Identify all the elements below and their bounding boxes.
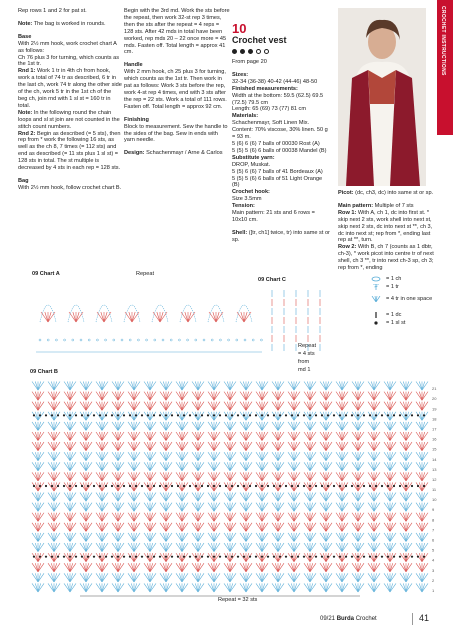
model-illustration	[338, 8, 426, 186]
legend-ch: = 1 ch	[370, 276, 401, 282]
four-treble-symbol-icon	[370, 296, 382, 302]
difficulty-dot-filled	[248, 49, 253, 54]
svg-text:4: 4	[432, 557, 435, 563]
text-column-2	[124, 8, 230, 163]
page-footer	[320, 616, 377, 622]
chart-c-from: from	[298, 359, 310, 365]
legend-slst: = 1 sl st	[370, 320, 405, 326]
difficulty-rating	[232, 49, 330, 54]
double-crochet-symbol-icon	[370, 312, 382, 318]
finishing-heading: Finishing	[124, 116, 149, 123]
side-tab-label: CROCHET INSTRUCTIONS	[440, 6, 446, 76]
svg-text:1: 1	[432, 588, 435, 593]
chart-b-label: 09 Chart B	[30, 369, 58, 375]
difficulty-dot-filled	[240, 49, 245, 54]
project-title: Crochet vest	[232, 35, 287, 45]
base-heading: Base	[18, 33, 32, 40]
chart-c-diagram	[272, 290, 320, 351]
slip-stitch-symbol-icon	[370, 320, 382, 326]
shell-definition: Shell: ([tr, ch1] twice, tr) into same st or sp.	[232, 229, 330, 243]
chart-a-label: 09 Chart A	[32, 271, 60, 277]
chart-c-md: md 1	[298, 367, 311, 373]
section-side-tab	[437, 0, 453, 135]
svg-text:9: 9	[432, 507, 435, 513]
svg-text:17: 17	[432, 426, 437, 432]
handle-heading: Handle	[124, 62, 143, 69]
finishing-section: Finishing Block to measurement. Sew the handle to the sides of the bag. Sew in ends with yarn needle.	[124, 116, 228, 144]
svg-text:11: 11	[432, 487, 437, 493]
footer-brand: Burda	[336, 616, 355, 622]
paragraph: Rep rows 1 and 2 for pat st.	[18, 8, 87, 14]
footer-issue: 09/21	[320, 616, 336, 622]
text-column-4	[338, 190, 438, 278]
difficulty-dot-empty	[264, 49, 269, 54]
handle-section: Handle With 2 mm hook, ch 25 plus 3 for turning, which counts as the 1st tr. Then work in pat as follows: Work 3 sts before the rep, work 4-st rep 4 times, end with 3 sts after the rep = 22 sts. Work a total of 111 rows. Fasten off. Total length = approx 92 cm.	[124, 62, 227, 110]
chart-a-repeat-label: Repeat	[136, 271, 155, 277]
picot-definition: Picot: (dc, ch3, dc) into same st or sp.	[338, 190, 434, 196]
svg-text:5: 5	[432, 547, 435, 553]
bag-heading: Bag	[18, 177, 29, 184]
svg-text:2: 2	[432, 577, 435, 583]
chain-symbol-icon	[370, 276, 382, 282]
svg-text:8: 8	[432, 517, 435, 523]
from-page: From page 20	[232, 59, 267, 65]
bag-section: Bag With 2½ mm hook, follow crochet chart B.	[18, 177, 122, 191]
chart-c-repeat-label: Repeat	[298, 343, 317, 349]
legend-dc: = 1 dc	[370, 312, 401, 318]
paragraph: Begin with the 3rd md. Work the sts before the repeat, then work 32-st rep 3 times, then the sts after the repeat = 4 reps = 128 sts. After 42 mds in total have been worked, rep mds 20 – 22 once more = 45 mds. Fasten off. Total length = approx 41 cm.	[124, 8, 230, 56]
note-paragraph: Note: The bag is worked in rounds.	[18, 20, 106, 27]
page-number: 41	[419, 613, 430, 623]
text-column-3	[232, 22, 330, 250]
chart-c-repeat-sts: = 4 sts	[298, 351, 315, 357]
base-section: Base With 2½ mm hook, work crochet chart A as follows: Ch 76 plus 3 for turning, which counts as the 1st tr. Rnd 1: Work 1 tr in 4th ch from hook, work a total of 74 tr as described, 6 tr in the last ch, work 74 tr along the other side of the ch, work 5 tr in the 1st ch of the beg ch, join rnd with 1 sl st = 160 tr in total. Note: In the following round the chain loops and sl st join are not counted in the stitch count numbers. Rnd 2: Begin as described (= 5 sts), then rep from * work the following 16 sts, as well as the ch 8, 7 times (= 112 sts) and end as described (= 11 sts plus 1 sl st) = 128 sts in total. The st multiple is decreased by 4 sts in each rep = 128 sts.	[18, 33, 122, 172]
model-photo	[338, 8, 426, 186]
text-column-1	[18, 8, 122, 198]
difficulty-dot-filled	[232, 49, 237, 54]
svg-text:6: 6	[432, 537, 435, 543]
chart-b-repeat-label: Repeat = 32 sts	[218, 597, 258, 603]
svg-text:16: 16	[432, 436, 437, 442]
chart-a-diagram	[36, 305, 262, 352]
legend-tr: = 1 tr	[370, 284, 399, 290]
svg-text:13: 13	[432, 466, 437, 472]
svg-text:7: 7	[432, 527, 435, 533]
svg-text:14: 14	[432, 456, 437, 462]
svg-text:18: 18	[432, 416, 437, 422]
svg-text:21: 21	[432, 386, 437, 392]
legend-four-tr: = 4 tr in one space	[370, 296, 432, 302]
chart-c-label: 09 Chart C	[258, 277, 286, 283]
svg-text:20: 20	[432, 396, 437, 402]
specs-section: Sizes: 32-34 (36-38) 40-42 (44-46) 48-50 Finished measurements: Width at the bottom: 59.5 (62.5) 69.5 (72.5) 79.5 cm Length: 65 (69) 73 (77) 81 cm Materials: Schachenmayr, Soft Linen Mix. Content: 70% viscose, 30% linen. 50 g = 93 m. 5 (6) 6 (6) 7 balls of 00030 Rost (A) 5 (5) 5 (6) 6 balls of 00038 Mandel (B) Substitute yarn: DROP, Muskat. 5 (5) 6 (6) 7 balls of 41 Bordeaux (A) 5 (5) 5 (6) 6 balls of 51 Light Orange (B) Crochet hook: Size 3.5mm Tension: Main pattern: 21 sts and 6 rows = 10x10 cm.	[232, 71, 328, 223]
svg-text:15: 15	[432, 446, 437, 452]
footer-divider	[412, 613, 413, 625]
svg-text:3: 3	[432, 567, 435, 573]
design-credit: Design: Schachenmayr / Arne & Carlos	[124, 150, 223, 157]
difficulty-dot-empty	[256, 49, 261, 54]
chart-b-diagram	[32, 382, 437, 596]
project-number: 10	[232, 21, 247, 36]
svg-text:10: 10	[432, 497, 437, 503]
svg-text:19: 19	[432, 406, 437, 412]
treble-symbol-icon	[370, 284, 382, 290]
svg-text:12: 12	[432, 476, 437, 482]
footer-section: Crochet	[355, 616, 377, 622]
main-pattern: Main pattern: Multiple of 7 sts Row 1: With A, ch 1, dc into first st. * skip next 2 sts, work shell into next st, skip next 2 sts, dc into next st **, ch 3, dc into next st; rep from *, ending last rep at **, turn. Row 2: With B, ch 7 (counts as 1 dbtr, ch-3), * work picot into centre tr of next shell, ch 3 **, tr into next ch-3 sp, ch 3; rep from *, ending	[338, 202, 434, 272]
